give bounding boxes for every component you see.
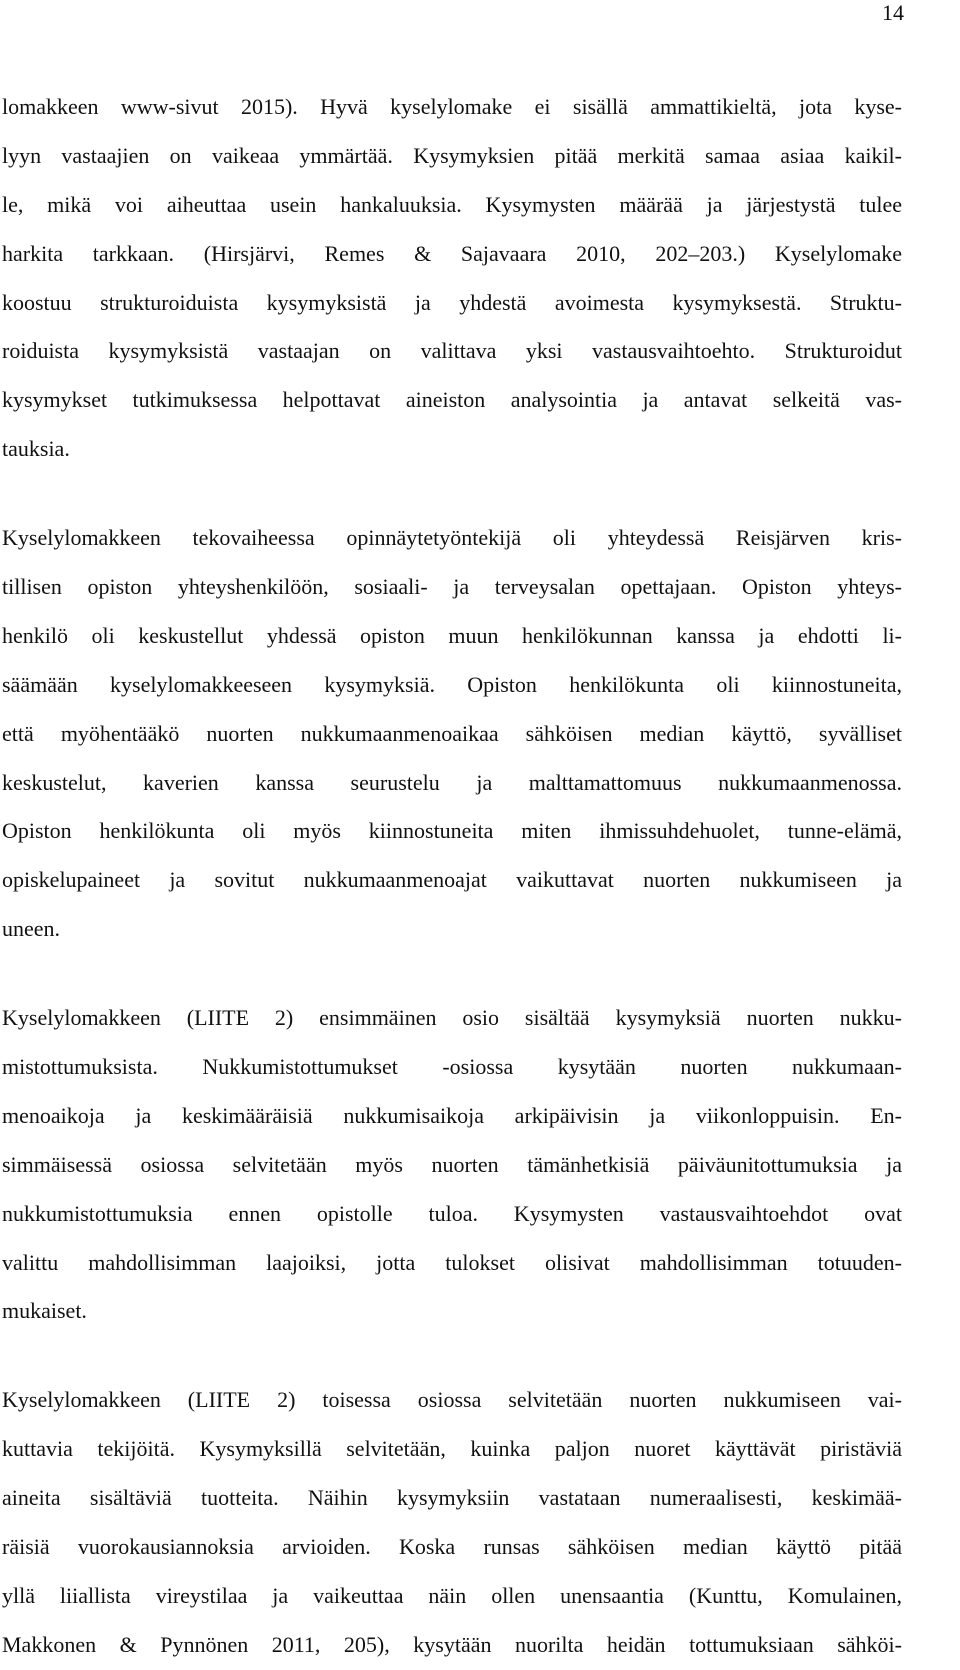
paragraph-3 xyxy=(2,994,902,1336)
text-line: yllä liiallista vireystilaa ja vaikeuttaa näin ollen unensaantia (Kunttu, Komulainen, xyxy=(2,1582,902,1608)
text-line: Kyselylomakkeen (LIITE 2) toisessa osiossa selvitetään nuorten nukkumiseen vai- xyxy=(2,1387,902,1413)
text-line: nukkumistottumuksia ennen opistolle tuloa. Kysymysten vastausvaihtoehdot ovat xyxy=(2,1200,902,1226)
page-number: 14 xyxy=(882,0,904,25)
paragraph-2 xyxy=(2,514,902,954)
text-line: koostuu strukturoiduista kysymyksistä ja yhdestä avoimesta kysymyksestä. Struktu- xyxy=(2,289,902,315)
text-line: että myöhentääkö nuorten nukkumaanmenoaikaa sähköisen median käyttö, syvälliset xyxy=(2,720,902,746)
text-line: roiduista kysymyksistä vastaajan on valittava yksi vastausvaihtoehto. Strukturoidut xyxy=(2,338,902,364)
text-line: menoaikoja ja keskimääräisiä nukkumisaikoja arkipäivisin ja viikonloppuisin. En- xyxy=(2,1102,902,1128)
text-line: mistottumuksista. Nukkumistottumukset -osiossa kysytään nuorten nukkumaan- xyxy=(2,1054,902,1080)
text-line: kysymykset tutkimuksessa helpottavat aineiston analysointia ja antavat selkeitä vas- xyxy=(2,387,902,413)
text-line: henkilö oli keskustellut yhdessä opiston muun henkilökunnan kanssa ja ehdotti li- xyxy=(2,622,902,648)
text-line: valittu mahdollisimman laajoiksi, jotta tulokset olisivat mahdollisimman totuuden- xyxy=(2,1249,902,1275)
paragraph-gap xyxy=(2,954,902,994)
text-line: harkita tarkkaan. (Hirsjärvi, Remes & Sajavaara 2010, 202–203.) Kyselylomake xyxy=(2,240,902,266)
text-line: le, mikä voi aiheuttaa usein hankaluuksia. Kysymysten määrää ja järjestystä tulee xyxy=(2,191,902,217)
text-line: räisiä vuorokausiannoksia arvioiden. Koska runsas sähköisen median käyttö pitää xyxy=(2,1534,902,1560)
text-line: lyyn vastaajien on vaikeaa ymmärtää. Kysymyksien pitää merkitä samaa asiaa kaikil- xyxy=(2,142,902,168)
text-line: Kyselylomakkeen (LIITE 2) ensimmäinen osio sisältää kysymyksiä nuorten nukku- xyxy=(2,1005,902,1031)
text-line: aineita sisältäviä tuotteita. Näihin kysymyksiin vastataan numeraalisesti, keskimää- xyxy=(2,1485,902,1511)
text-line-last: tauksia. xyxy=(2,436,70,462)
text-line: keskustelut, kaverien kanssa seurustelu ja malttamattomuus nukkumaanmenossa. xyxy=(2,769,902,795)
text-line-last: uneen. xyxy=(2,916,61,942)
paragraph-4 xyxy=(2,1376,902,1669)
text-line: Makkonen & Pynnönen 2011, 205), kysytään nuorilta heidän tottumuksiaan sähköi- xyxy=(2,1631,902,1657)
text-line: Kyselylomakkeen tekovaiheessa opinnäytetyöntekijä oli yhteydessä Reisjärven kris- xyxy=(2,525,902,551)
text-line: opiskelupaineet ja sovitut nukkumaanmenoajat vaikuttavat nuorten nukkumiseen ja xyxy=(2,867,902,893)
text-line: simmäisessä osiossa selvitetään myös nuorten tämänhetkisiä päiväunitottumuksia ja xyxy=(2,1151,902,1177)
text-line: Opiston henkilökunta oli myös kiinnostuneita miten ihmissuhdehuolet, tunne-elämä, xyxy=(2,818,902,844)
text-line-last: mukaiset. xyxy=(2,1298,87,1324)
text-line: säämään kyselylomakkeeseen kysymyksiä. Opiston henkilökunta oli kiinnostuneita, xyxy=(2,671,902,697)
text-line: tillisen opiston yhteyshenkilöön, sosiaali- ja terveysalan opettajaan. Opiston yhteys- xyxy=(2,574,902,600)
paragraph-gap xyxy=(2,474,902,514)
paragraph-gap xyxy=(2,1336,902,1376)
text-line: lomakkeen www-sivut 2015). Hyvä kyselylomake ei sisällä ammattikieltä, jota kyse- xyxy=(2,94,902,119)
text-line: kuttavia tekijöitä. Kysymyksillä selvitetään, kuinka paljon nuoret käyttävät piristäviä xyxy=(2,1436,902,1462)
paragraph-1 xyxy=(2,83,902,474)
page-body xyxy=(2,83,902,1670)
